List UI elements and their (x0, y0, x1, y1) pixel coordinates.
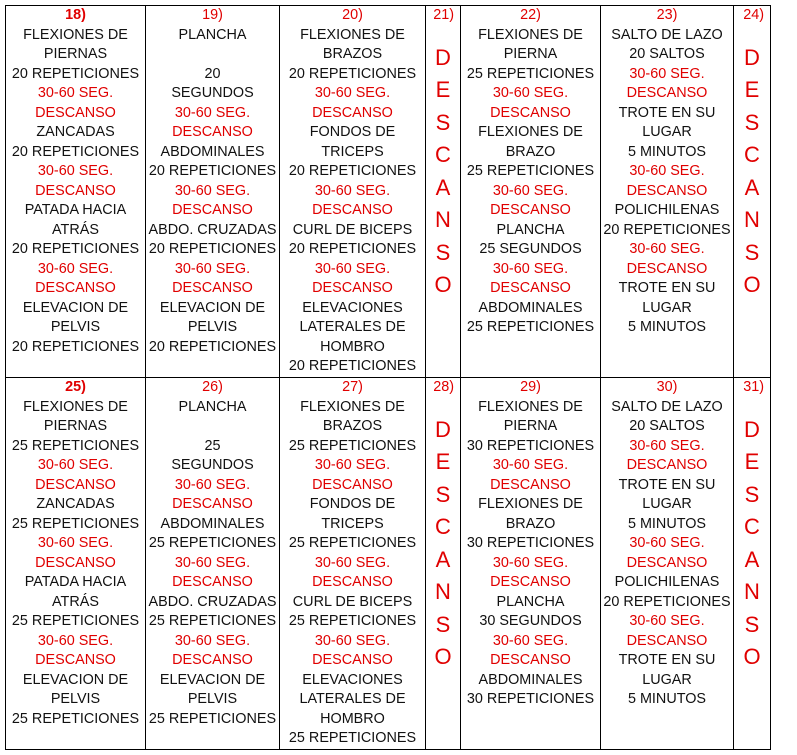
exercise-line: POLICHILENAS (614, 574, 720, 590)
exercise-line: PELVIS (187, 691, 238, 707)
rest-interval-text: 30-60 SEG. (174, 260, 251, 277)
exercise-line: ELEVACION DE (159, 299, 266, 316)
exercise-line: 20 REPETICIONES (603, 221, 731, 238)
exercise-line: 5 MINUTOS (627, 691, 707, 707)
exercise-line: SALTO DE LAZO (611, 398, 723, 415)
exercise-line: ELEVACIONES (302, 671, 403, 688)
rest-interval-text: 30-60 SEG. (174, 104, 251, 121)
exercise-line: ZANCADAS (36, 496, 115, 512)
exercise-line: ABDO. CRUZADAS (148, 593, 277, 610)
rest-letter: N (435, 207, 451, 232)
exercise-line: ELEVACION DE (22, 671, 129, 688)
day-cell (601, 378, 734, 750)
exercise-line: 20 REPETICIONES (288, 65, 417, 82)
exercise-line: 20 REPETICIONES (11, 143, 140, 160)
rest-interval-text: DESCANSO (490, 104, 571, 121)
exercise-line: 30 SEGUNDOS (479, 613, 582, 629)
exercise-line: HOMBRO (320, 338, 385, 355)
rest-letter: C (435, 142, 451, 167)
exercise-line: LUGAR (642, 124, 692, 140)
rest-interval-text: 30-60 SEG. (37, 535, 114, 551)
day-number: 25) (65, 379, 86, 395)
exercise-line: 20 REPETICIONES (11, 241, 140, 257)
rest-interval-text: 30-60 SEG. (629, 241, 705, 257)
rest-interval-text: DESCANSO (312, 574, 393, 590)
day-cell (146, 6, 280, 378)
rest-interval-text: DESCANSO (490, 280, 571, 296)
day-number: 26) (202, 379, 223, 395)
exercise-line: 25 REPETICIONES (11, 613, 140, 629)
exercise-list (6, 26, 145, 358)
exercise-line: ZANCADAS (36, 124, 115, 140)
rest-letter: E (744, 449, 760, 474)
exercise-line: PLANCHA (496, 593, 565, 610)
rest-letter: A (435, 174, 451, 200)
exercise-line: 25 REPETICIONES (288, 613, 417, 629)
exercise-list (280, 26, 425, 377)
exercise-line: 5 MINUTOS (627, 143, 707, 160)
rest-interval-text: 30-60 SEG. (629, 163, 705, 179)
exercise-line: 20 REPETICIONES (148, 338, 277, 355)
rest-interval-text: DESCANSO (626, 260, 708, 277)
day-number: 20) (342, 7, 363, 23)
exercise-line: 25 REPETICIONES (11, 437, 140, 454)
exercise-line: 20 REPETICIONES (603, 593, 731, 610)
rest-letter: S (744, 481, 760, 507)
day-number: 21) (433, 7, 454, 23)
rest-letter: N (744, 207, 760, 232)
exercise-list (6, 398, 145, 730)
day-cell (461, 378, 601, 750)
rest-interval-text: 30-60 SEG. (174, 554, 251, 571)
rest-interval-text: DESCANSO (172, 574, 253, 590)
exercise-list (146, 26, 279, 358)
rest-letter: E (435, 449, 451, 474)
day-cell (280, 378, 426, 750)
exercise-line: SEGUNDOS (171, 457, 254, 473)
exercise-line: 20 REPETICIONES (288, 163, 417, 179)
rest-letter: S (435, 239, 451, 265)
rest-interval-text: 30-60 SEG. (492, 457, 569, 473)
exercise-line: FLEXIONES DE (478, 496, 583, 512)
exercise-line: FONDOS DE (309, 496, 396, 512)
day-number: 30) (656, 379, 678, 395)
exercise-line: PIERNA (503, 418, 558, 434)
rest-letter: D (744, 44, 760, 70)
exercise-line: PIERNAS (43, 418, 108, 434)
exercise-line: ABDOMINALES (478, 299, 583, 316)
exercise-line: 25 REPETICIONES (11, 515, 140, 532)
rest-interval-text: DESCANSO (172, 280, 253, 296)
exercise-line: 20 REPETICIONES (148, 163, 277, 179)
rest-interval-text: DESCANSO (626, 85, 708, 101)
rest-letter: O (743, 644, 761, 669)
day-cell (6, 6, 146, 378)
exercise-line: ELEVACIONES (302, 299, 403, 316)
exercise-line: 20 REPETICIONES (288, 241, 417, 257)
exercise-line: ABDO. CRUZADAS (148, 221, 277, 238)
rest-letter: O (434, 644, 452, 669)
day-number: 28) (433, 379, 454, 395)
exercise-line: TRICEPS (321, 515, 384, 532)
rest-interval-text: 30-60 SEG. (174, 476, 251, 493)
day-number: 22) (520, 7, 541, 23)
exercise-list (461, 26, 600, 338)
rest-day-cell (734, 378, 771, 750)
rest-letter: N (435, 579, 451, 604)
exercise-line: PATADA HACIA (24, 202, 127, 218)
rest-letter: E (435, 77, 451, 102)
exercise-line: TROTE EN SU (618, 476, 716, 493)
exercise-list (146, 398, 279, 730)
rest-interval-text: 30-60 SEG. (37, 85, 114, 101)
rest-word-vertical (734, 42, 770, 302)
day-cell (461, 6, 601, 378)
rest-interval-text: DESCANSO (490, 574, 571, 590)
exercise-list (461, 398, 600, 710)
exercise-line: PLANCHA (178, 26, 247, 43)
rest-letter: A (744, 546, 760, 572)
exercise-line: SALTO DE LAZO (611, 26, 723, 43)
rest-letter: E (744, 77, 760, 102)
rest-letter: C (744, 514, 760, 539)
exercise-line: LUGAR (642, 496, 692, 512)
day-cell (6, 378, 146, 750)
rest-letter: S (435, 481, 451, 507)
exercise-line: POLICHILENAS (614, 202, 720, 218)
exercise-line: 25 REPETICIONES (466, 163, 595, 179)
exercise-line: 20 (204, 65, 221, 82)
day-number: 24) (743, 7, 764, 23)
exercise-line: FLEXIONES DE (478, 398, 583, 415)
exercise-line: PELVIS (50, 691, 101, 707)
exercise-line: FONDOS DE (309, 124, 396, 140)
exercise-line: 20 SALTOS (629, 418, 705, 434)
week-row (6, 6, 771, 378)
exercise-list (280, 398, 425, 749)
rest-letter: D (744, 416, 760, 442)
exercise-line: TRICEPS (321, 143, 384, 160)
exercise-line: ELEVACION DE (159, 671, 266, 688)
exercise-line: LATERALES DE (299, 691, 406, 707)
day-cell (601, 6, 734, 378)
exercise-line: 25 REPETICIONES (466, 65, 595, 82)
exercise-line: 30 REPETICIONES (466, 437, 595, 454)
exercise-line: TROTE EN SU (618, 280, 716, 296)
exercise-line: 20 REPETICIONES (148, 241, 277, 257)
rest-letter: A (435, 546, 451, 572)
rest-interval-text: DESCANSO (172, 496, 253, 512)
exercise-line: 25 REPETICIONES (288, 437, 417, 454)
rest-interval-text: DESCANSO (490, 476, 571, 493)
rest-interval-text: DESCANSO (35, 104, 116, 121)
exercise-line: 25 REPETICIONES (288, 535, 417, 551)
exercise-line: 25 REPETICIONES (466, 319, 595, 335)
rest-letter: O (434, 272, 452, 297)
rest-interval-text: 30-60 SEG. (629, 437, 705, 454)
exercise-line: FLEXIONES DE (300, 398, 405, 415)
exercise-line: PLANCHA (178, 398, 247, 415)
exercise-line: BRAZO (505, 143, 556, 160)
rest-interval-text: 30-60 SEG. (37, 632, 114, 649)
exercise-line: SEGUNDOS (171, 85, 254, 101)
exercise-line: 20 SALTOS (629, 46, 705, 62)
exercise-line: LUGAR (642, 671, 692, 688)
rest-letter: C (435, 514, 451, 539)
day-number: 19) (202, 7, 223, 23)
exercise-line: PELVIS (187, 319, 238, 335)
exercise-line: BRAZOS (322, 46, 383, 62)
exercise-line: 25 SEGUNDOS (479, 241, 582, 257)
exercise-list (601, 398, 733, 710)
exercise-line: 20 REPETICIONES (11, 65, 140, 82)
rest-interval-text: 30-60 SEG. (629, 535, 705, 551)
rest-interval-text: 30-60 SEG. (37, 457, 114, 473)
rest-interval-text: DESCANSO (35, 280, 116, 296)
workout-calendar-table (5, 5, 771, 750)
rest-day-cell (426, 378, 461, 750)
exercise-line: BRAZO (505, 515, 556, 532)
rest-interval-text: 30-60 SEG. (314, 85, 391, 101)
rest-letter: A (744, 174, 760, 200)
exercise-line: CURL DE BICEPS (292, 221, 413, 238)
day-number: 29) (520, 379, 541, 395)
rest-interval-text: 30-60 SEG. (314, 457, 391, 473)
rest-interval-text: 30-60 SEG. (492, 85, 569, 101)
rest-interval-text: 30-60 SEG. (492, 182, 569, 199)
exercise-line: 5 MINUTOS (627, 319, 707, 335)
rest-interval-text: DESCANSO (172, 202, 253, 218)
week-row (6, 378, 771, 750)
exercise-list (601, 26, 733, 338)
rest-interval-text: DESCANSO (312, 652, 393, 668)
rest-interval-text: 30-60 SEG. (174, 632, 251, 649)
rest-interval-text: 30-60 SEG. (492, 260, 569, 277)
rest-interval-text: DESCANSO (172, 652, 253, 668)
exercise-line: ELEVACION DE (22, 299, 129, 316)
rest-interval-text: DESCANSO (312, 104, 393, 121)
exercise-line: 20 REPETICIONES (288, 358, 417, 374)
rest-day-cell (426, 6, 461, 378)
exercise-line: CURL DE BICEPS (292, 593, 413, 610)
exercise-line: PATADA HACIA (24, 574, 127, 590)
rest-letter: O (743, 272, 761, 297)
exercise-line: FLEXIONES DE (23, 26, 128, 43)
exercise-line: 25 REPETICIONES (11, 710, 140, 727)
exercise-line: FLEXIONES DE (478, 26, 583, 43)
rest-interval-text: DESCANSO (312, 280, 393, 296)
day-cell (280, 6, 426, 378)
exercise-line: BRAZOS (322, 418, 383, 434)
blank-line (146, 417, 279, 437)
exercise-line: ATRÁS (52, 593, 99, 610)
exercise-line: FLEXIONES DE (23, 398, 128, 415)
day-number: 27) (342, 379, 363, 395)
exercise-line: 25 REPETICIONES (148, 535, 277, 551)
rest-letter: S (744, 109, 760, 135)
exercise-line: ABDOMINALES (478, 671, 583, 688)
rest-interval-text: DESCANSO (35, 182, 116, 199)
exercise-line: PELVIS (50, 319, 101, 335)
exercise-line: PLANCHA (496, 221, 565, 238)
rest-interval-text: 30-60 SEG. (314, 554, 391, 571)
rest-interval-text: DESCANSO (626, 554, 708, 571)
rest-interval-text: DESCANSO (490, 202, 571, 218)
rest-interval-text: 30-60 SEG. (37, 260, 114, 277)
exercise-line: PIERNA (503, 46, 558, 62)
exercise-line: 25 REPETICIONES (148, 710, 277, 727)
rest-interval-text: 30-60 SEG. (629, 65, 705, 82)
rest-interval-text: DESCANSO (312, 202, 393, 218)
rest-word-vertical (734, 414, 770, 674)
rest-interval-text: DESCANSO (172, 124, 253, 140)
rest-word-vertical (426, 414, 460, 674)
exercise-line: 5 MINUTOS (627, 515, 707, 532)
rest-letter: D (435, 44, 451, 70)
day-cell (146, 378, 280, 750)
exercise-line: 25 (204, 437, 221, 454)
rest-interval-text: DESCANSO (312, 476, 393, 493)
rest-letter: N (744, 579, 760, 604)
exercise-line: 30 REPETICIONES (466, 691, 595, 707)
rest-letter: D (435, 416, 451, 442)
rest-interval-text: 30-60 SEG. (174, 182, 251, 199)
exercise-line: 25 REPETICIONES (288, 730, 417, 746)
exercise-line: LATERALES DE (299, 319, 406, 335)
exercise-line: LUGAR (642, 299, 692, 316)
exercise-line: TROTE EN SU (618, 652, 716, 668)
exercise-line: 20 REPETICIONES (11, 338, 140, 355)
rest-interval-text: DESCANSO (35, 554, 116, 571)
rest-letter: S (435, 109, 451, 135)
rest-interval-text: 30-60 SEG. (314, 260, 391, 277)
rest-letter: S (744, 239, 760, 265)
rest-letter: C (744, 142, 760, 167)
exercise-line: HOMBRO (320, 710, 385, 727)
rest-interval-text: DESCANSO (626, 457, 708, 473)
rest-interval-text: 30-60 SEG. (314, 182, 391, 199)
exercise-line: TROTE EN SU (618, 104, 716, 121)
exercise-line: ABDOMINALES (160, 515, 265, 532)
exercise-line: PIERNAS (43, 46, 108, 62)
exercise-line: 25 REPETICIONES (148, 613, 277, 629)
exercise-line: ATRÁS (52, 221, 99, 238)
rest-letter: S (744, 611, 760, 637)
rest-interval-text: 30-60 SEG. (629, 613, 705, 629)
rest-day-cell (734, 6, 771, 378)
day-number: 31) (743, 379, 764, 395)
rest-interval-text: 30-60 SEG. (37, 163, 114, 179)
rest-word-vertical (426, 42, 460, 302)
exercise-line: FLEXIONES DE (478, 124, 583, 140)
rest-interval-text: DESCANSO (626, 182, 708, 199)
rest-interval-text: 30-60 SEG. (314, 632, 391, 649)
rest-interval-text: 30-60 SEG. (492, 632, 569, 649)
rest-interval-text: 30-60 SEG. (492, 554, 569, 571)
day-number: 23) (656, 7, 678, 23)
rest-letter: S (435, 611, 451, 637)
rest-interval-text: DESCANSO (35, 652, 116, 668)
rest-interval-text: DESCANSO (490, 652, 571, 668)
blank-line (146, 45, 279, 65)
exercise-line: FLEXIONES DE (300, 26, 405, 43)
rest-interval-text: DESCANSO (35, 476, 116, 493)
exercise-line: 30 REPETICIONES (466, 535, 595, 551)
day-number: 18) (65, 7, 86, 23)
exercise-line: ABDOMINALES (160, 143, 265, 160)
rest-interval-text: DESCANSO (626, 632, 708, 649)
